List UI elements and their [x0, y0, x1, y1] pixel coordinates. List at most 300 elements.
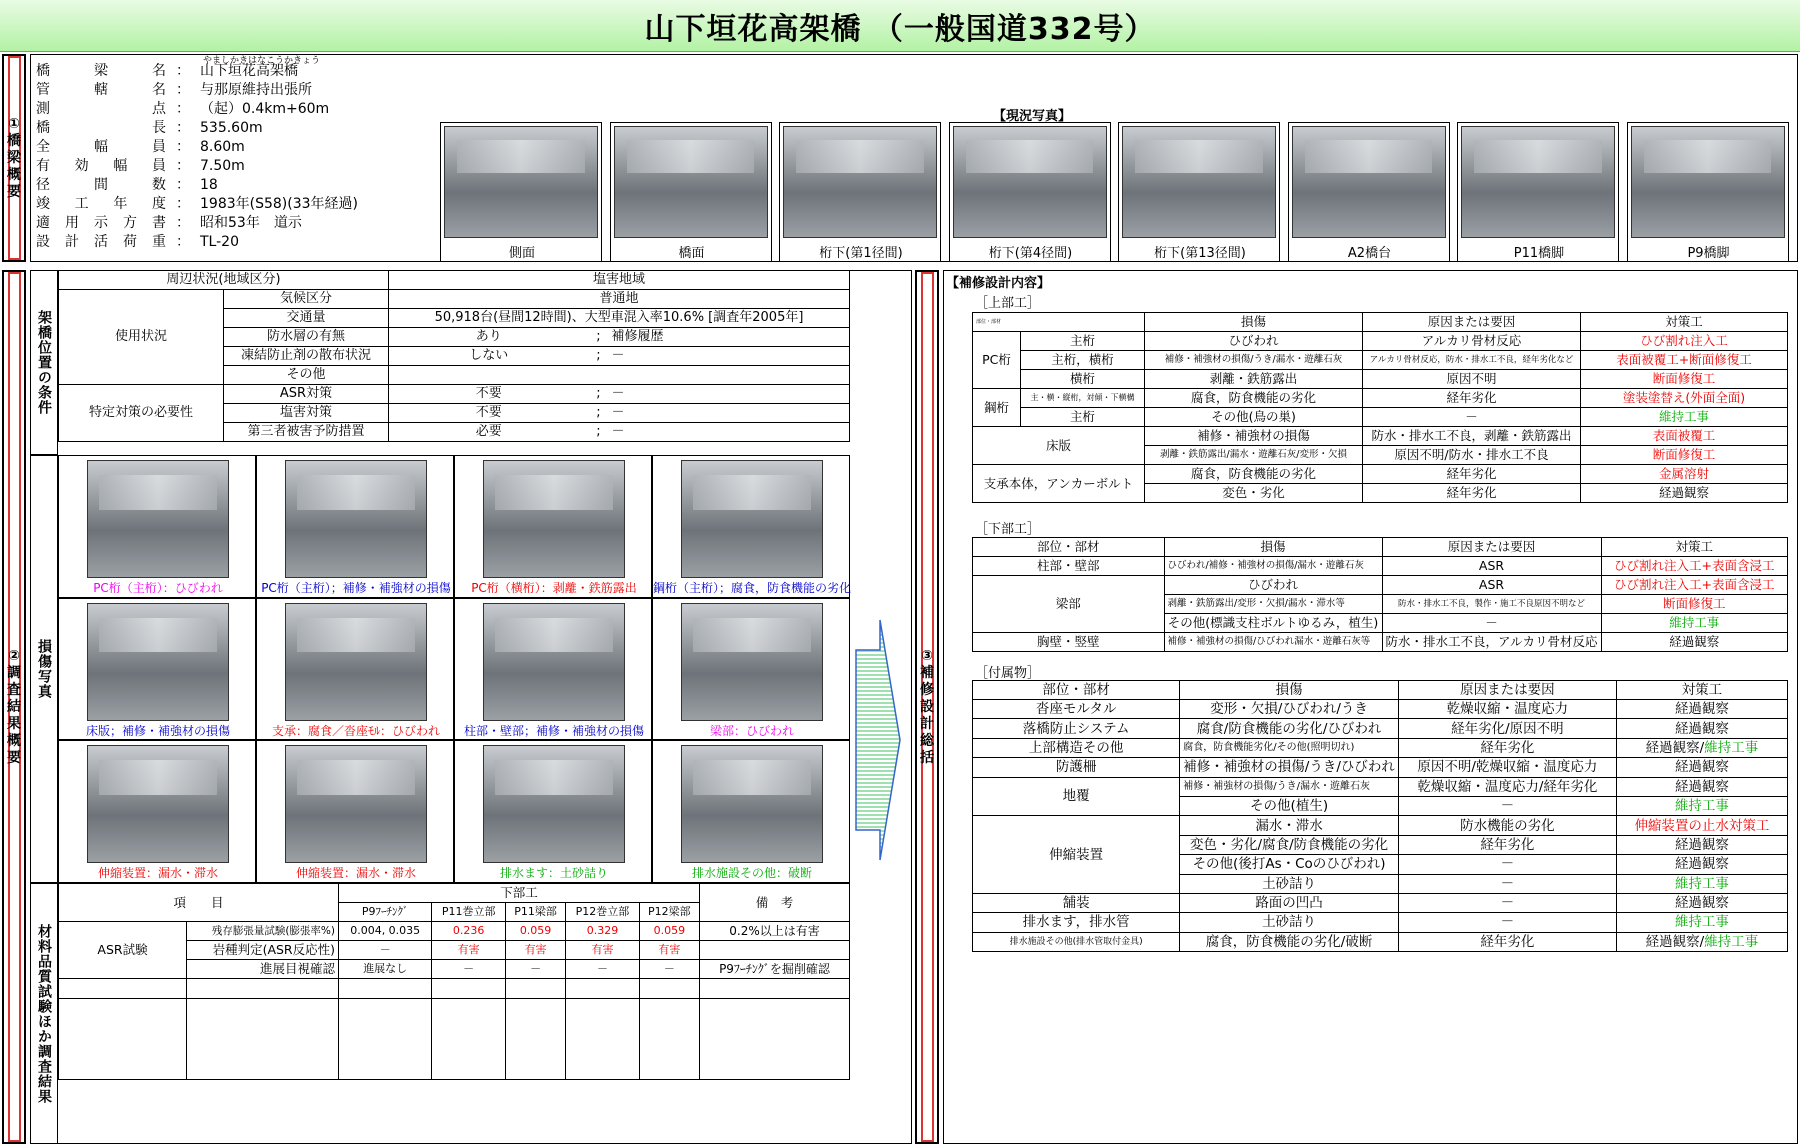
measure-cell: 経過観察 [1581, 484, 1788, 503]
section-2-tab [2, 270, 26, 1144]
measure-part: 維持工事 [1704, 933, 1759, 950]
part-cell: PC桁 [973, 332, 1021, 389]
damage-sublabel-text: 損傷写真 [36, 639, 52, 699]
damage-photo-image [87, 603, 229, 721]
material-value: 0.329 [566, 922, 640, 941]
usage-sep: ; [589, 328, 609, 347]
special-key: 第三者被害予防措置 [224, 423, 389, 442]
spec-row [36, 100, 456, 119]
cause-cell: 経年劣化 [1363, 465, 1581, 484]
damage-cell: ひびわれ [1145, 332, 1363, 351]
cause-cell: 経年劣化/原因不明 [1398, 719, 1616, 738]
damage-cell: その他(植生) [1180, 796, 1399, 815]
photo-image [614, 126, 768, 238]
repair-header: 損傷 [1164, 538, 1382, 557]
damage-caption: 梁部：ひびわれ [709, 723, 794, 738]
material-header-lower: 下部工 [339, 884, 700, 903]
usage-key: 気候区分 [224, 290, 389, 309]
s3-char: ③ [921, 647, 933, 664]
measure-cell: 経過観察 [1616, 719, 1787, 738]
special-label: 特定対策の必要性 [59, 385, 224, 442]
material-col: P9ﾌｰﾁﾝｸﾞ [339, 903, 432, 922]
spec-colon: ： [176, 158, 190, 174]
measure-part: 経過観察 [1645, 933, 1700, 950]
current-photo[interactable] [1118, 122, 1280, 262]
measure-cell: 経過観察 [1616, 758, 1787, 777]
measure-cell: 断面修復工 [1601, 595, 1787, 614]
damage-cell: 剥離・鉄筋露出/漏水・遊離石灰/変形・欠損 [1145, 446, 1363, 465]
spec-row [36, 176, 456, 195]
damage-photo[interactable] [652, 455, 850, 598]
empty-cell [59, 979, 187, 999]
damage-photo-image [285, 460, 427, 578]
material-table-wrap [58, 883, 850, 1080]
damage-cell: 腐食，防食機能の劣化 [1145, 389, 1363, 408]
measure-cell: 断面修復工 [1581, 446, 1788, 465]
page-title: 山下垣花高架橋 （一般国道332号） [0, 0, 1800, 52]
damage-caption: 排水施設その他：破断 [691, 866, 812, 881]
usage-key: その他 [224, 366, 389, 385]
material-value: － [566, 960, 640, 979]
measure-cell: 経過観察 [1616, 700, 1787, 719]
spec-value: （起）0.4km+60m [200, 101, 330, 117]
s3-char: 設 [920, 698, 934, 715]
damage-photo[interactable] [652, 740, 850, 883]
damage-caption: 床版；補修・補強材の損傷 [85, 723, 230, 738]
asr-label: ASR試験 [59, 922, 187, 979]
cause-cell: 防水・排水工不良，製作・施工不良原因不明など [1382, 595, 1601, 614]
part-cell: 舗装 [973, 893, 1180, 912]
measure-sep: / [1699, 739, 1705, 756]
material-sublabel [30, 883, 58, 1144]
s2-char: 調 [7, 664, 21, 681]
damage-cell: 補修・補強材の損傷/うき/漏水・遊離石灰 [1180, 777, 1399, 796]
spec-key: 竣工年度 [36, 196, 166, 212]
empty-cell [432, 979, 506, 999]
spec-key: 全幅員 [36, 139, 166, 155]
material-value: 有害 [639, 941, 699, 960]
material-note: P9ﾌｰﾁﾝｸﾞを掘削確認 [700, 960, 850, 979]
photo-caption: 桁下(第13径間) [1154, 246, 1246, 261]
damage-photo-image [681, 745, 823, 863]
damage-cell: ひびわれ/補修・補強材の損傷/漏水・遊離石灰 [1164, 557, 1382, 576]
spec-row [36, 138, 456, 157]
damage-cell: 土砂詰り [1180, 913, 1399, 932]
cause-cell: － [1398, 893, 1616, 912]
part-cell: 排水ます，排水管 [973, 913, 1180, 932]
measure-cell: 維持工事 [1601, 614, 1787, 633]
measure-cell [1616, 738, 1787, 757]
accessory-table [972, 680, 1788, 952]
damage-cell: 漏水・滞水 [1180, 816, 1399, 835]
repair-header: 対策工 [1581, 313, 1788, 332]
damage-caption: 伸縮装置：漏水・滞水 [295, 866, 416, 881]
damage-photo[interactable] [256, 455, 454, 598]
cause-cell: 経年劣化 [1398, 738, 1616, 757]
material-key: 残存膨張量試験(膨張率%) [187, 922, 339, 941]
special-key: 塩害対策 [224, 404, 389, 423]
usage-sep: ; [589, 347, 609, 366]
special-note: － [609, 385, 850, 404]
part-cell: 地覆 [973, 777, 1180, 816]
lower-heading: ［下部工］ [975, 522, 1041, 537]
special-value: 必要 [389, 423, 589, 442]
spec-value: TL-20 [200, 234, 239, 250]
material-header-item: 項 目 [59, 884, 339, 922]
part-cell: 落橋防止システム [973, 719, 1180, 738]
usage-note [609, 366, 850, 385]
damage-photo-image [681, 603, 823, 721]
cause-cell: 原因不明 [1363, 370, 1581, 389]
material-value: 0.236 [432, 922, 506, 941]
damage-cell: 補修・補強材の損傷/ひびわれ漏水・遊離石灰等 [1164, 633, 1382, 652]
empty-cell [566, 979, 640, 999]
damage-cell: 補修・補強材の損傷/うき/漏水・遊離石灰 [1145, 351, 1363, 370]
damage-caption: 鋼桁（主桁）；腐食，防食機能の劣化 [653, 581, 852, 595]
material-value: 進展なし [339, 960, 432, 979]
material-value: 有害 [432, 941, 506, 960]
current-photo[interactable] [1457, 122, 1619, 262]
spec-colon: ： [176, 215, 190, 231]
measure-cell: 経過観察 [1616, 855, 1787, 874]
measure-cell: ひび割れ注入工+表面含浸工 [1601, 557, 1787, 576]
special-sep: ; [589, 385, 609, 404]
member-cell: 主桁 [1021, 408, 1145, 427]
current-photo[interactable] [949, 122, 1111, 262]
cause-cell: － [1363, 408, 1581, 427]
photo-caption: P9橋脚 [1687, 246, 1730, 261]
material-note: 0.2%以上は有害 [700, 922, 850, 941]
measure-cell: 表面被覆工+断面修復工 [1581, 351, 1788, 370]
empty-cell [700, 979, 850, 999]
spec-value: 7.50m [200, 158, 245, 174]
empty-cell [187, 999, 339, 1080]
s2-char: 果 [7, 715, 21, 732]
damage-cell: 補修・補強材の損傷/うき/ひびわれ [1180, 758, 1399, 777]
measure-cell: ひび割れ注入工 [1581, 332, 1788, 351]
spec-value: 与那原維持出張所 [200, 82, 312, 98]
damage-photo[interactable] [58, 455, 256, 598]
part-cell: 防護柵 [973, 758, 1180, 777]
damage-cell: その他(鳥の巣) [1145, 408, 1363, 427]
photo-image [1631, 126, 1785, 238]
usage-note: － [609, 347, 850, 366]
damage-photo[interactable] [58, 740, 256, 883]
lower-table-wrap [972, 537, 1788, 652]
usage-key: 交通量 [224, 309, 389, 328]
damage-caption: 伸縮装置：漏水・滞水 [97, 866, 218, 881]
member-cell: 主桁，横桁 [1021, 351, 1145, 370]
spec-value: 8.60m [200, 139, 245, 155]
damage-photo-image [87, 460, 229, 578]
material-note [700, 941, 850, 960]
material-key: 岩種判定(ASR反応性) [187, 941, 339, 960]
material-value: 有害 [566, 941, 640, 960]
damage-cell: 路面の凹凸 [1180, 893, 1399, 912]
empty-cell [505, 979, 565, 999]
location-table [58, 270, 850, 442]
location-sublabel-text: 架橋位置の条件 [36, 310, 52, 415]
measure-cell: 維持工事 [1616, 874, 1787, 893]
upper-table-wrap [972, 312, 1788, 503]
s2-char: 査 [7, 681, 21, 698]
photo-image [953, 126, 1107, 238]
member-cell: 主桁 [1021, 332, 1145, 351]
location-header: 周辺状況(地域区分) [59, 271, 389, 290]
s1-char: 概 [7, 166, 21, 183]
cause-cell: 乾燥収縮・温度応力/経年劣化 [1398, 777, 1616, 796]
part-cell: 支承本体，アンカーボルト [973, 465, 1145, 503]
usage-label: 使用状況 [59, 290, 224, 385]
measure-cell: 維持工事 [1616, 913, 1787, 932]
spec-colon: ： [176, 234, 190, 250]
empty-cell [432, 999, 506, 1080]
measure-sep: / [1699, 933, 1705, 950]
repair-header: 部位・部材 [973, 538, 1165, 557]
s1-char: 橋 [7, 132, 21, 149]
damage-cell: 腐食/防食機能の劣化/ひびわれ [1180, 719, 1399, 738]
damage-photo[interactable] [256, 598, 454, 741]
spec-colon: ： [176, 63, 190, 79]
repair-header: 部位・部材 [973, 681, 1180, 700]
photo-image [1122, 126, 1276, 238]
spec-row [36, 195, 456, 214]
spec-key: 橋長 [36, 120, 166, 136]
current-photo[interactable] [610, 122, 772, 262]
damage-photo-image [681, 460, 823, 578]
spec-value: 昭和53年 道示 [200, 215, 302, 231]
current-photo[interactable] [1288, 122, 1450, 262]
accessory-table-wrap [972, 680, 1788, 952]
cause-cell: 経年劣化 [1398, 932, 1616, 951]
measure-cell: 表面被覆工 [1581, 427, 1788, 446]
spec-colon: ： [176, 139, 190, 155]
photo-image [444, 126, 598, 238]
measure-part: 維持工事 [1704, 739, 1759, 756]
damage-cell: 変色・劣化/腐食/防食機能の劣化 [1180, 835, 1399, 854]
cause-cell: 原因不明/乾燥収縮・温度応力 [1398, 758, 1616, 777]
spec-value: 18 [200, 177, 218, 193]
material-value: － [505, 960, 565, 979]
usage-key: 凍結防止剤の散布状況 [224, 347, 389, 366]
damage-caption: 柱部・壁部；補修・補強材の損傷 [463, 723, 644, 738]
measure-part: 経過観察 [1645, 739, 1700, 756]
usage-value [389, 366, 589, 385]
spec-colon: ： [176, 82, 190, 98]
material-value: － [432, 960, 506, 979]
repair-header: 対策工 [1616, 681, 1787, 700]
overview-spec-list [36, 62, 456, 252]
damage-cell: 腐食，防食機能劣化/その他(照明切れ) [1180, 738, 1399, 757]
cause-cell: 経年劣化 [1363, 484, 1581, 503]
part-cell: 沓座モルタル [973, 700, 1180, 719]
s2-char: 結 [7, 698, 21, 715]
spec-colon: ： [176, 196, 190, 212]
spec-key: 設計活荷重 [36, 234, 166, 250]
photo-caption: 桁下(第4径間) [988, 246, 1073, 261]
damage-photo-image [285, 603, 427, 721]
material-value: 0.004, 0.035 [339, 922, 432, 941]
current-photo[interactable] [440, 122, 602, 262]
special-note: － [609, 423, 850, 442]
empty-cell [505, 999, 565, 1080]
cause-cell: アルカリ骨材反応，防水・排水工不良，経年劣化など [1363, 351, 1581, 370]
cause-cell: 乾燥収縮・温度応力 [1398, 700, 1616, 719]
usage-value: 普通地 [389, 290, 850, 309]
repair-header: 部位・部材 [973, 313, 1145, 332]
s3-char: 総 [920, 732, 934, 749]
empty-cell [339, 999, 432, 1080]
repair-title: 【補修設計内容】 [946, 276, 1051, 291]
spec-colon: ： [176, 101, 190, 117]
empty-cell [187, 979, 339, 999]
lower-table [972, 537, 1788, 652]
part-cell: 伸縮装置 [973, 816, 1180, 894]
material-col: P12梁部 [639, 903, 699, 922]
material-col: P12巻立部 [566, 903, 640, 922]
part-cell: 胸壁・竪壁 [973, 633, 1165, 652]
material-col: P11巻立部 [432, 903, 506, 922]
special-sep: ; [589, 404, 609, 423]
photo-image [783, 126, 937, 238]
damage-photo-grid [58, 455, 850, 883]
s2-char: 要 [7, 749, 21, 766]
part-cell: 床版 [973, 427, 1145, 465]
spec-value: 山下垣花高架橋 [200, 63, 298, 79]
part-cell: 上部構造その他 [973, 738, 1180, 757]
damage-caption: PC桁（主桁）；補修・補強材の損傷 [261, 581, 451, 595]
usage-sep [589, 366, 609, 385]
measure-cell: 経過観察 [1616, 893, 1787, 912]
damage-cell: 土砂詰り [1180, 874, 1399, 893]
measure-cell: 金属溶射 [1581, 465, 1788, 484]
damage-cell: 剥離・鉄筋露出/変形・欠損/漏水・滞水等 [1164, 595, 1382, 614]
current-photo[interactable] [1627, 122, 1789, 262]
damage-photo-image [483, 603, 625, 721]
material-value: 有害 [505, 941, 565, 960]
repair-header: 損傷 [1180, 681, 1399, 700]
photo-image [1461, 126, 1615, 238]
material-value: 0.059 [505, 922, 565, 941]
part-cell: 鋼桁 [973, 389, 1021, 427]
material-key: 進展目視確認 [187, 960, 339, 979]
usage-note: 補修履歴 [609, 328, 850, 347]
empty-cell [339, 979, 432, 999]
damage-cell: 腐食，防食機能の劣化/破断 [1180, 932, 1399, 951]
section-3-tab [915, 270, 939, 1144]
bridge-name-ruby: やましかきはなこうかきょう [203, 56, 321, 66]
material-value: 0.059 [639, 922, 699, 941]
spec-key: 橋梁名 [36, 63, 166, 79]
measure-cell: 経過観察 [1616, 835, 1787, 854]
material-table [58, 883, 850, 1080]
s3-char: 補 [920, 664, 934, 681]
repair-header: 原因または要因 [1382, 538, 1601, 557]
member-cell: 主・横・縦桁，対傾・下横構 [1021, 389, 1145, 408]
special-sep: ; [589, 423, 609, 442]
s1-char: 要 [7, 183, 21, 200]
photo-image [1292, 126, 1446, 238]
spec-row [36, 81, 456, 100]
damage-caption: 支承：腐食／沓座ﾓﾙ：ひびわれ [271, 723, 440, 738]
cause-cell: アルカリ骨材反応 [1363, 332, 1581, 351]
measure-cell: ひび割れ注入工+表面含浸工 [1601, 576, 1787, 595]
current-photo[interactable] [779, 122, 941, 262]
spec-row [36, 233, 456, 252]
repair-header: 原因または要因 [1398, 681, 1616, 700]
location-sublabel [30, 270, 58, 455]
cause-cell: 経年劣化 [1363, 389, 1581, 408]
empty-cell [566, 999, 640, 1080]
damage-cell: 変形・欠損/ひびわれ/うき [1180, 700, 1399, 719]
damage-photo-image [285, 745, 427, 863]
damage-photo[interactable] [454, 455, 652, 598]
damage-cell: ひびわれ [1164, 576, 1382, 595]
spec-value: 1983年(S58)(33年経過) [200, 196, 358, 212]
spec-row [36, 62, 456, 81]
spec-row [36, 214, 456, 233]
location-table-wrap [58, 270, 850, 442]
spec-colon: ： [176, 177, 190, 193]
damage-photo[interactable] [454, 740, 652, 883]
damage-cell: 変色・劣化 [1145, 484, 1363, 503]
cause-cell: － [1398, 874, 1616, 893]
empty-cell [639, 979, 699, 999]
empty-cell [59, 999, 187, 1080]
damage-photo[interactable] [58, 598, 256, 741]
damage-cell: 腐食，防食機能の劣化 [1145, 465, 1363, 484]
usage-value: しない [389, 347, 589, 366]
member-cell: 横桁 [1021, 370, 1145, 389]
photo-caption: P11橋脚 [1513, 246, 1565, 261]
photo-caption: 橋面 [678, 246, 705, 261]
spec-key: 有効幅員 [36, 158, 166, 174]
damage-cell: その他(後打As・Coのひびわれ) [1180, 855, 1399, 874]
spec-colon: ： [176, 120, 190, 136]
upper-table [972, 312, 1788, 503]
material-header-note: 備 考 [700, 884, 850, 922]
measure-cell: 維持工事 [1616, 796, 1787, 815]
cause-cell: － [1382, 614, 1601, 633]
s1-char: 梁 [7, 149, 21, 166]
damage-photo[interactable] [454, 598, 652, 741]
repair-header: 損傷 [1145, 313, 1363, 332]
empty-cell [639, 999, 699, 1080]
damage-photo[interactable] [256, 740, 454, 883]
damage-caption: 排水ます：土砂詰り [499, 866, 608, 881]
usage-value: 50,918台(昼間12時間)、大型車混入率10.6% [調査年2005年] [389, 309, 850, 328]
special-note: － [609, 404, 850, 423]
damage-photo-image [483, 460, 625, 578]
cause-cell: 原因不明/防水・排水工不良 [1363, 446, 1581, 465]
spec-row [36, 157, 456, 176]
usage-value: あり [389, 328, 589, 347]
material-col: P11梁部 [505, 903, 565, 922]
damage-photo[interactable] [652, 598, 850, 741]
section-1-tab [2, 54, 26, 262]
photo-caption: A2橋台 [1347, 246, 1392, 261]
part-cell: 排水施設その他(排水管取付金具) [973, 932, 1180, 951]
damage-cell: 剥離・鉄筋露出 [1145, 370, 1363, 389]
damage-photo-image [483, 745, 625, 863]
damage-sublabel [30, 455, 58, 883]
s3-char: 修 [920, 681, 934, 698]
location-header: 塩害地域 [389, 271, 850, 290]
part-cell: 梁部 [973, 576, 1165, 633]
damage-caption: PC桁（主桁）：ひびわれ [93, 581, 223, 595]
spec-key: 適用示方書 [36, 215, 166, 231]
damage-cell: 補修・補強材の損傷 [1145, 427, 1363, 446]
